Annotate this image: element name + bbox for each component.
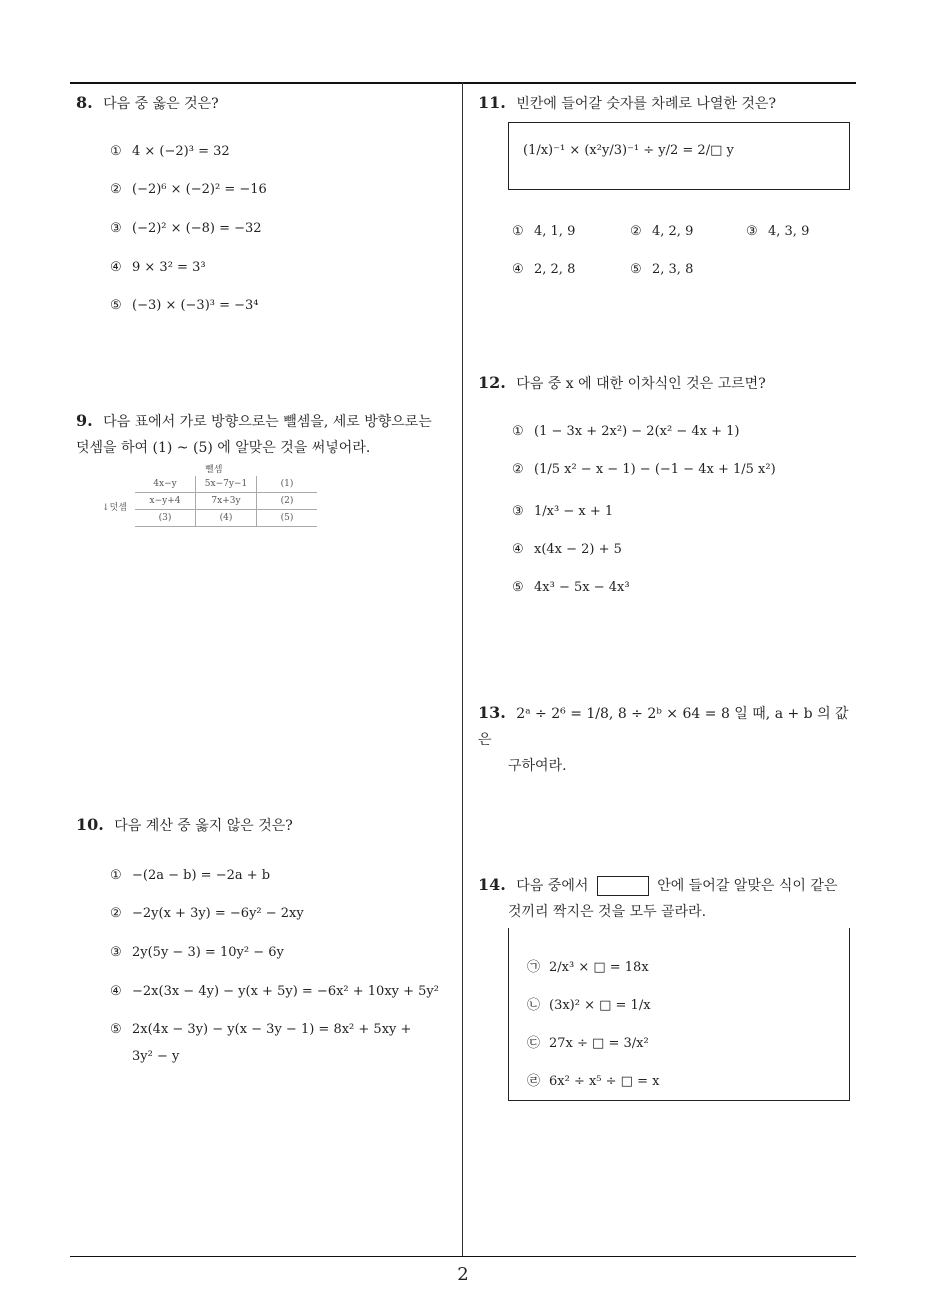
item-text: 2/x³ × □ = 18x	[549, 960, 649, 975]
option-marker: ③	[512, 504, 524, 519]
q11-option-1[interactable]	[512, 224, 575, 239]
option-text: x(4x − 2) + 5	[534, 542, 622, 557]
option-text: 2, 3, 8	[652, 262, 694, 277]
q11-option-3[interactable]	[746, 224, 809, 239]
q14-item-2[interactable]	[527, 994, 651, 1013]
table-row	[135, 476, 317, 493]
column-divider	[462, 82, 463, 1257]
option-marker: ⑤	[512, 580, 524, 595]
q14-item-3[interactable]	[527, 1032, 649, 1051]
bottom-rule	[70, 1256, 856, 1257]
q11-option-5[interactable]	[630, 262, 693, 277]
question-11	[478, 90, 776, 117]
option-marker: ④	[110, 984, 122, 999]
table-row	[135, 493, 317, 510]
table-cell: (5)	[257, 510, 318, 527]
option-text: 4, 3, 9	[768, 224, 810, 239]
table-top-label: 뺄셈	[205, 465, 223, 475]
option-marker: ①	[512, 424, 524, 439]
question-number: 11.	[478, 93, 506, 112]
item-marker: ㉣	[527, 1074, 541, 1089]
item-text: (3x)² × □ = 1/x	[549, 998, 651, 1013]
q10-option-3[interactable]	[110, 945, 284, 960]
question-number: 9.	[76, 411, 93, 430]
option-marker: ②	[110, 906, 122, 921]
question-stem-line1: 다음 표에서 가로 방향으로는 뺄셈을, 세로 방향으로는	[103, 414, 432, 430]
question-number: 10.	[76, 815, 104, 834]
table-cell: (1)	[257, 476, 318, 493]
option-text: 4, 2, 9	[652, 224, 694, 239]
q11-option-4[interactable]	[512, 262, 575, 277]
question-9	[76, 408, 456, 461]
question-stem-line1: 2ᵃ ÷ 2⁶ = 1/8, 8 ÷ 2ᵇ × 64 = 8 일 때, a + b 의 값은	[478, 706, 849, 748]
option-text: 2y(5y − 3) = 10y² − 6y	[132, 945, 284, 960]
q8-option-4[interactable]	[110, 260, 206, 275]
q12-option-4[interactable]	[512, 542, 622, 557]
option-marker: ④	[512, 262, 524, 277]
items-box	[508, 928, 850, 1101]
q12-option-2[interactable]	[512, 462, 776, 477]
option-text: −2y(x + 3y) = −6y² − 2xy	[132, 906, 304, 921]
question-stem: 빈칸에 들어갈 숫자를 차례로 나열한 것은?	[516, 96, 776, 112]
question-stem-part2: 안에 들어갈 알맞은 식이 같은	[657, 878, 838, 894]
table-cell: (2)	[257, 493, 318, 510]
option-marker: ⑤	[630, 262, 642, 277]
box-expression: (1/x)⁻¹ × (x²y/3)⁻¹ ÷ y/2 = 2/□ y	[523, 143, 734, 158]
item-marker: ㉠	[527, 960, 541, 975]
option-marker: ④	[512, 542, 524, 557]
question-number: 13.	[478, 703, 506, 722]
question-13	[478, 700, 858, 779]
expression-box	[508, 122, 850, 190]
question-stem: 다음 중 옳은 것은?	[103, 96, 219, 112]
table-cell: x−y+4	[135, 493, 196, 510]
option-text: 2, 2, 8	[534, 262, 576, 277]
question-14	[478, 872, 858, 925]
item-text: 27x ÷ □ = 3/x²	[549, 1036, 649, 1051]
table-side-label: ↓덧셈	[102, 503, 127, 513]
q12-option-3[interactable]	[512, 504, 613, 519]
option-marker: ②	[110, 182, 122, 197]
q10-option-4[interactable]	[110, 984, 439, 999]
option-text: 2x(4x − 3y) − y(x − 3y − 1) = 8x² + 5xy +	[132, 1022, 412, 1037]
table-cell: (4)	[196, 510, 257, 527]
q12-option-5[interactable]	[512, 580, 630, 595]
q14-item-4[interactable]	[527, 1070, 659, 1089]
option-text: (−2)⁶ × (−2)² = −16	[132, 182, 267, 197]
q10-option-5-continued	[132, 1049, 179, 1064]
table-cell: 7x+3y	[196, 493, 257, 510]
answer-blank-box	[597, 876, 649, 896]
option-text: −(2a − b) = −2a + b	[132, 868, 271, 883]
q8-option-5[interactable]	[110, 298, 259, 313]
option-text: −2x(3x − 4y) − y(x + 5y) = −6x² + 10xy + 5y²	[132, 984, 439, 999]
q8-option-2[interactable]	[110, 182, 267, 197]
option-text: (−3) × (−3)³ = −3⁴	[132, 298, 259, 313]
page-number: 2	[457, 1264, 469, 1285]
option-marker: ④	[110, 260, 122, 275]
option-text: (1 − 3x + 2x²) − 2(x² − 4x + 1)	[534, 424, 740, 439]
item-text: 6x² ÷ x⁵ ÷ □ = x	[549, 1074, 660, 1089]
q11-option-2[interactable]	[630, 224, 693, 239]
q14-item-1[interactable]	[527, 956, 649, 975]
question-stem-part1: 다음 중에서	[516, 878, 589, 894]
question-stem-line2: 것끼리 짝지은 것을 모두 골라라.	[508, 904, 707, 920]
question-10	[76, 812, 293, 839]
option-marker: ⑤	[110, 298, 122, 313]
question-number: 12.	[478, 373, 506, 392]
question-stem: 다음 계산 중 옳지 않은 것은?	[114, 818, 293, 834]
q12-option-1[interactable]	[512, 424, 739, 439]
question-12	[478, 370, 766, 397]
table-cell: 5x−7y−1	[196, 476, 257, 493]
option-text: 1/x³ − x + 1	[534, 504, 614, 519]
question-stem-line2: 덧셈을 하여 (1) ~ (5) 에 알맞은 것을 써넣어라.	[76, 440, 371, 456]
item-marker: ㉢	[527, 1036, 541, 1051]
option-marker: ⑤	[110, 1022, 122, 1037]
option-text: 4, 1, 9	[534, 224, 576, 239]
top-rule	[70, 82, 856, 84]
question-number: 8.	[76, 93, 93, 112]
question-8	[76, 90, 219, 117]
option-text: (1/5 x² − x − 1) − (−1 − 4x + 1/5 x²)	[534, 462, 776, 477]
question-number: 14.	[478, 875, 506, 894]
option-marker: ③	[110, 221, 122, 236]
table-cell: 4x−y	[135, 476, 196, 493]
option-text: 4 × (−2)³ = 32	[132, 144, 230, 159]
option-text: 9 × 3² = 3³	[132, 260, 206, 275]
option-text: 3y² − y	[132, 1049, 180, 1064]
question-stem-line2: 구하여라.	[508, 758, 567, 774]
table-row	[135, 510, 317, 527]
question-stem: 다음 중 x 에 대한 이차식인 것은 고르면?	[516, 376, 766, 392]
option-marker: ③	[110, 945, 122, 960]
option-marker: ①	[110, 144, 122, 159]
item-marker: ㉡	[527, 998, 541, 1013]
option-marker: ①	[110, 868, 122, 883]
option-marker: ①	[512, 224, 524, 239]
option-text: 4x³ − 5x − 4x³	[534, 580, 630, 595]
operation-table	[135, 476, 317, 527]
option-text: (−2)² × (−8) = −32	[132, 221, 262, 236]
table-cell: (3)	[135, 510, 196, 527]
q8-option-1[interactable]	[110, 144, 230, 159]
option-marker: ③	[746, 224, 758, 239]
q10-option-5[interactable]	[110, 1022, 411, 1037]
q8-option-3[interactable]	[110, 221, 262, 236]
option-marker: ②	[512, 462, 524, 477]
q10-option-1[interactable]	[110, 868, 270, 883]
q10-option-2[interactable]	[110, 906, 304, 921]
option-marker: ②	[630, 224, 642, 239]
